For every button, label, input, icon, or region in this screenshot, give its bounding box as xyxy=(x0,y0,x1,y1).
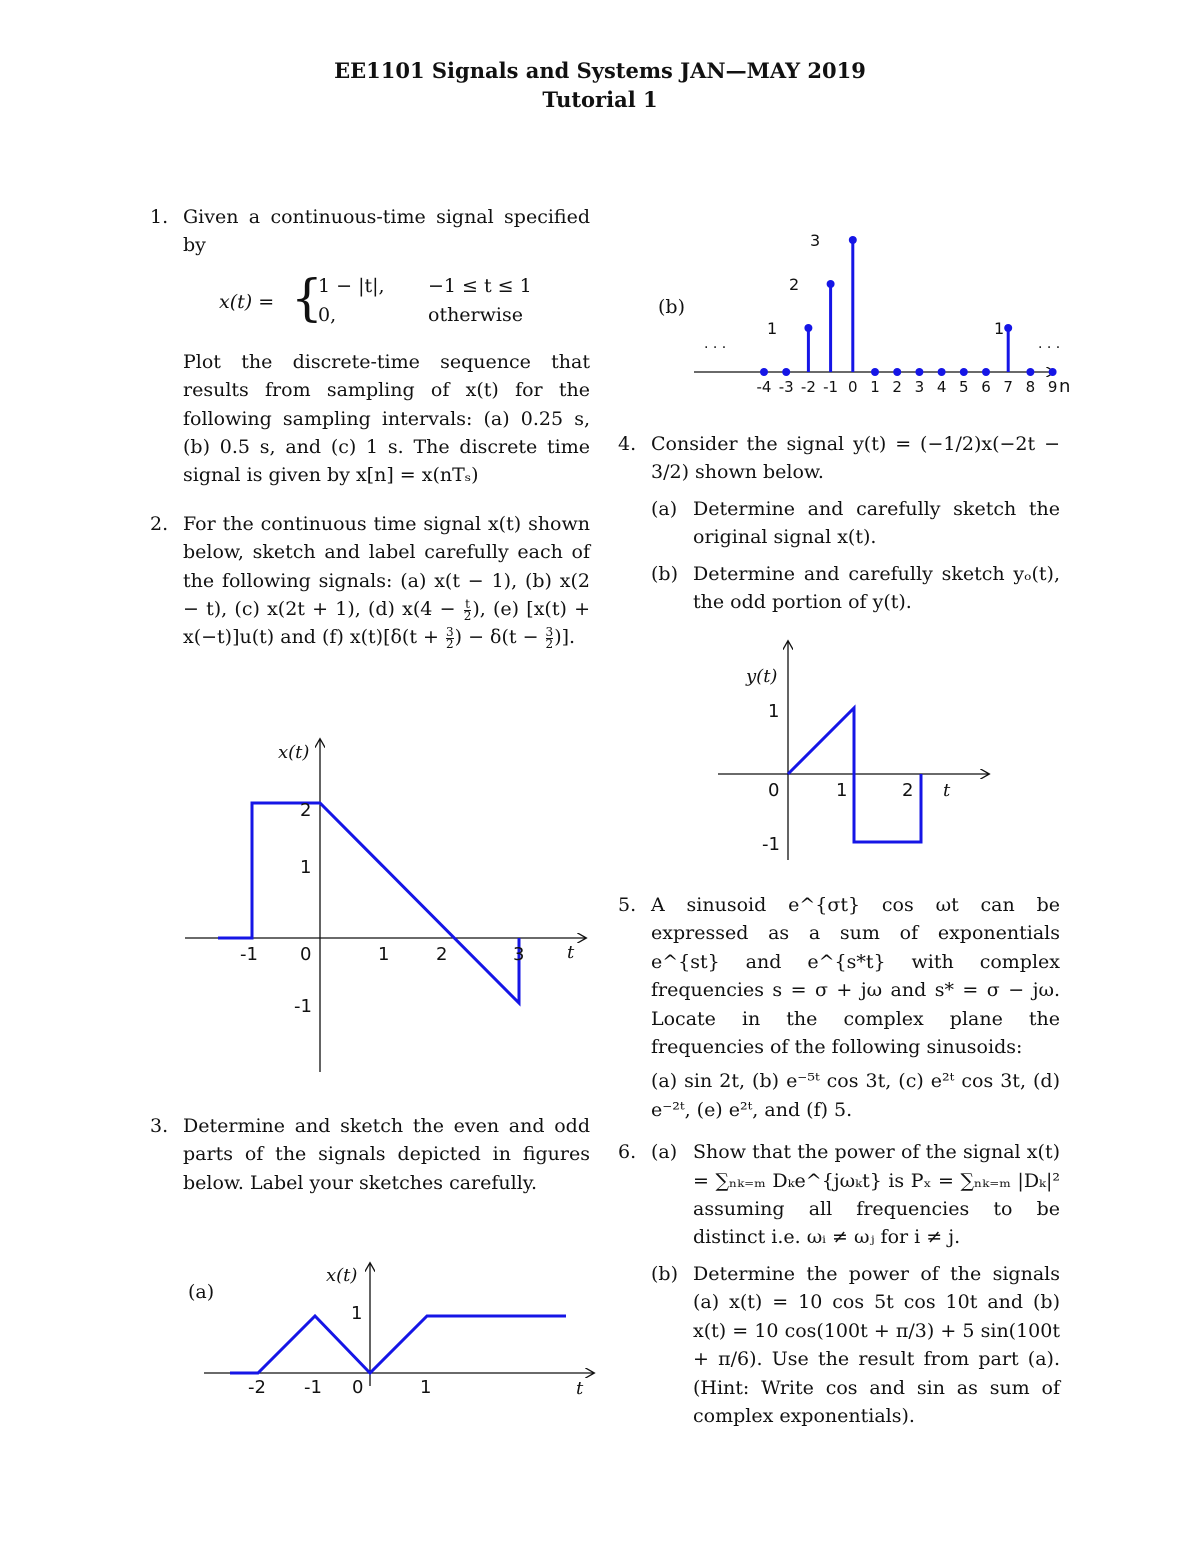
course-title: EE1101 Signals and Systems JAN—MAY 2019 xyxy=(334,58,866,83)
x-tick-label: -1 xyxy=(240,944,258,965)
y-tick-label: -1 xyxy=(762,834,780,855)
y-axis-label: x(t) xyxy=(278,742,310,763)
question-4 xyxy=(618,430,1060,616)
tutorial-title: Tutorial 1 xyxy=(542,87,658,112)
stem-point xyxy=(1026,368,1034,376)
equation-lhs: x(t) = xyxy=(219,290,275,313)
case2-expression: 0, xyxy=(318,303,337,326)
dots-left: · · · xyxy=(704,340,727,356)
question-4-intro: Consider the signal y(t) = (−1/2)x(−2t − 3/2) shown below. xyxy=(651,433,1060,484)
stem-point xyxy=(915,368,923,376)
stem-value-label: 1 xyxy=(994,319,1005,338)
part-label: (a) xyxy=(651,497,678,520)
fraction-3-over-2: $\frac{3}{2}$ xyxy=(545,624,554,651)
fraction-3-over-2: $\frac{3}{2}$ xyxy=(446,624,454,651)
n-tick-label: 3 xyxy=(914,378,925,396)
question-2-part4: )]. xyxy=(554,626,576,649)
y-axis-label: y(t) xyxy=(746,666,778,687)
stem-point xyxy=(871,368,879,376)
figure-label: (b) xyxy=(658,296,685,318)
question-number: 5. xyxy=(618,894,637,916)
stem-point xyxy=(960,368,968,376)
x-axis-label: t xyxy=(567,942,575,963)
stem-point xyxy=(782,368,790,376)
question-4-part-a xyxy=(651,495,1060,552)
left-column xyxy=(150,203,590,652)
stem-value-label: 3 xyxy=(810,231,821,250)
n-tick-label: 8 xyxy=(1025,378,1036,396)
question-number: 1. xyxy=(150,206,169,228)
x-axis-label: t xyxy=(943,780,951,801)
question-5-text: A sinusoid e^{σt} cos ωt can be expressed as a sum of exponentials e^{st} and e^{s*t} with complex frequencies s = σ + jω and s* = σ − jω. Locate in the complex plane the frequencies of the following sinusoids: xyxy=(651,894,1060,1059)
x-tick-label: 3 xyxy=(513,944,525,965)
question-3-text: Determine and sketch the even and odd parts of the signals depicted in figures below. Label your sketches carefully. xyxy=(183,1115,590,1194)
x-tick-label: 1 xyxy=(420,1377,432,1398)
n-tick-label: 9 xyxy=(1047,378,1058,396)
part-label: (b) xyxy=(651,562,678,585)
x-axis-label: n xyxy=(1059,376,1071,397)
x-tick-label: 2 xyxy=(902,780,914,801)
question-number: 4. xyxy=(618,433,637,455)
question-6 xyxy=(618,1138,1060,1430)
n-tick-label: 1 xyxy=(870,378,880,396)
y-tick-label: 1 xyxy=(768,701,780,722)
figure-label: (a) xyxy=(188,1281,215,1303)
question-6-part-b xyxy=(651,1260,1060,1430)
part-text: Determine the power of the signals (a) x(t) = 10 cos 5t cos 10t and (b) x(t) = 10 cos(100t + π/3) + 5 sin(100t + π/6). Use the result from part (a). (Hint: Write cos and sin as sum of complex exponentials). xyxy=(693,1262,1060,1427)
question-6-part-a xyxy=(651,1138,1060,1252)
figure-q4-plot xyxy=(716,638,1016,868)
case2-condition: otherwise xyxy=(428,303,523,326)
x-tick-label: 0 xyxy=(300,944,312,965)
question-number: 2. xyxy=(150,512,169,535)
x-axis-label: t xyxy=(576,1378,584,1399)
case1-expression: 1 − |t|, xyxy=(318,274,385,297)
n-tick-label: 5 xyxy=(959,378,969,396)
y-tick-label: 2 xyxy=(300,800,312,821)
right-column-q4 xyxy=(618,430,1060,616)
x-tick-label: 1 xyxy=(836,780,848,801)
right-column-q5-q6 xyxy=(618,891,1060,1430)
left-column-bottom xyxy=(150,1112,590,1197)
part-text: Determine and carefully sketch yₒ(t), the odd portion of y(t). xyxy=(693,562,1060,614)
n-tick-label: 2 xyxy=(892,378,902,396)
stem-point xyxy=(1049,368,1057,376)
stem-point xyxy=(1004,324,1012,332)
question-3 xyxy=(150,1112,590,1197)
stem-value-label: 1 xyxy=(767,319,778,338)
x-tick-label: 2 xyxy=(436,944,448,965)
question-1-intro: Given a continuous-time signal specified by xyxy=(183,206,590,257)
n-tick-label: -1 xyxy=(823,378,839,396)
y-tick-label: -1 xyxy=(294,996,312,1017)
question-2-text xyxy=(183,510,590,652)
question-1-body: Plot the discrete-time sequence that results from sampling of x(t) for the following sampling intervals: (a) 0.25 s, (b) 0.5 s, and (c) 1 s. The discrete time signal is given by x[n] = x(nTₛ) xyxy=(183,350,590,487)
n-tick-label: 4 xyxy=(936,378,947,396)
question-2 xyxy=(150,510,590,652)
question-2-part3: ) − δ(t − xyxy=(454,626,539,649)
stem-point xyxy=(849,236,857,244)
stem-point xyxy=(938,368,946,376)
x-tick-label: -2 xyxy=(248,1377,266,1398)
dots-right: · · · xyxy=(1038,340,1061,356)
x-tick-label: 0 xyxy=(768,780,780,801)
part-text: Determine and carefully sketch the original signal x(t). xyxy=(693,497,1060,549)
stem-point xyxy=(982,368,990,376)
left-brace: { xyxy=(291,268,323,327)
figure-q3b-stem-plot xyxy=(656,224,1096,399)
figure-q3a-plot xyxy=(186,1258,606,1418)
x-tick-label: 0 xyxy=(352,1377,364,1398)
stem-point xyxy=(760,368,768,376)
part-label: (a) xyxy=(651,1141,678,1164)
n-tick-label: 0 xyxy=(848,378,858,396)
signal-curve xyxy=(788,708,921,842)
x-tick-label: -1 xyxy=(304,1377,322,1398)
question-1 xyxy=(150,203,590,490)
piecewise-equation xyxy=(183,268,590,332)
stem-point xyxy=(827,280,835,288)
question-number: 3. xyxy=(150,1115,169,1137)
n-tick-label: -3 xyxy=(778,378,794,396)
figure-q2-plot xyxy=(170,730,590,1090)
question-2-part1: For the continuous time signal x(t) shown below, sketch and label carefully each of the following signals: (a) x(t − 1), (b) x(2 − t), (c) x(2t + 1), (d) x(4 − xyxy=(183,512,590,621)
case1-condition: −1 ≤ t ≤ 1 xyxy=(428,274,532,297)
signal-curve xyxy=(218,803,519,1003)
stem-point xyxy=(804,324,812,332)
n-tick-label: 6 xyxy=(981,378,991,396)
question-5-list: (a) sin 2t, (b) e⁻⁵ᵗ cos 3t, (c) e²ᵗ cos 3t, (d) e⁻²ᵗ, (e) e²ᵗ, and (f) 5. xyxy=(651,1070,1060,1121)
fraction-t-over-2: $\frac{t}{2}$ xyxy=(463,596,472,623)
page-title xyxy=(0,56,1200,114)
n-tick-label: 7 xyxy=(1003,378,1013,396)
question-2-part2: ), (e) [x(t) + x(−t)]u(t) and (f) x(t)[δ(t + xyxy=(183,598,590,649)
stem-group xyxy=(760,236,1057,376)
question-4-part-b xyxy=(651,560,1060,617)
tick-group xyxy=(757,378,1058,396)
y-tick-label: 1 xyxy=(300,857,312,878)
y-axis-label: x(t) xyxy=(326,1265,358,1286)
signal-curve xyxy=(230,1316,566,1373)
question-number: 6. xyxy=(618,1141,637,1164)
stem-value-label: 2 xyxy=(789,275,800,294)
stem-point xyxy=(893,368,901,376)
n-tick-label: -4 xyxy=(756,378,772,396)
n-tick-label: -2 xyxy=(800,378,816,396)
x-tick-label: 1 xyxy=(378,944,390,965)
part-text: Show that the power of the signal x(t) = ∑ₙₖ₌ₘ Dₖe^{jωₖt} is Pₓ = ∑ₙₖ₌ₘ |Dₖ|² assuming all frequencies to be distinct i.e. ωᵢ ≠ ωⱼ for i ≠ j. xyxy=(693,1141,1060,1249)
part-label: (b) xyxy=(651,1262,678,1285)
y-tick-label: 1 xyxy=(351,1303,363,1324)
question-5 xyxy=(618,891,1060,1124)
